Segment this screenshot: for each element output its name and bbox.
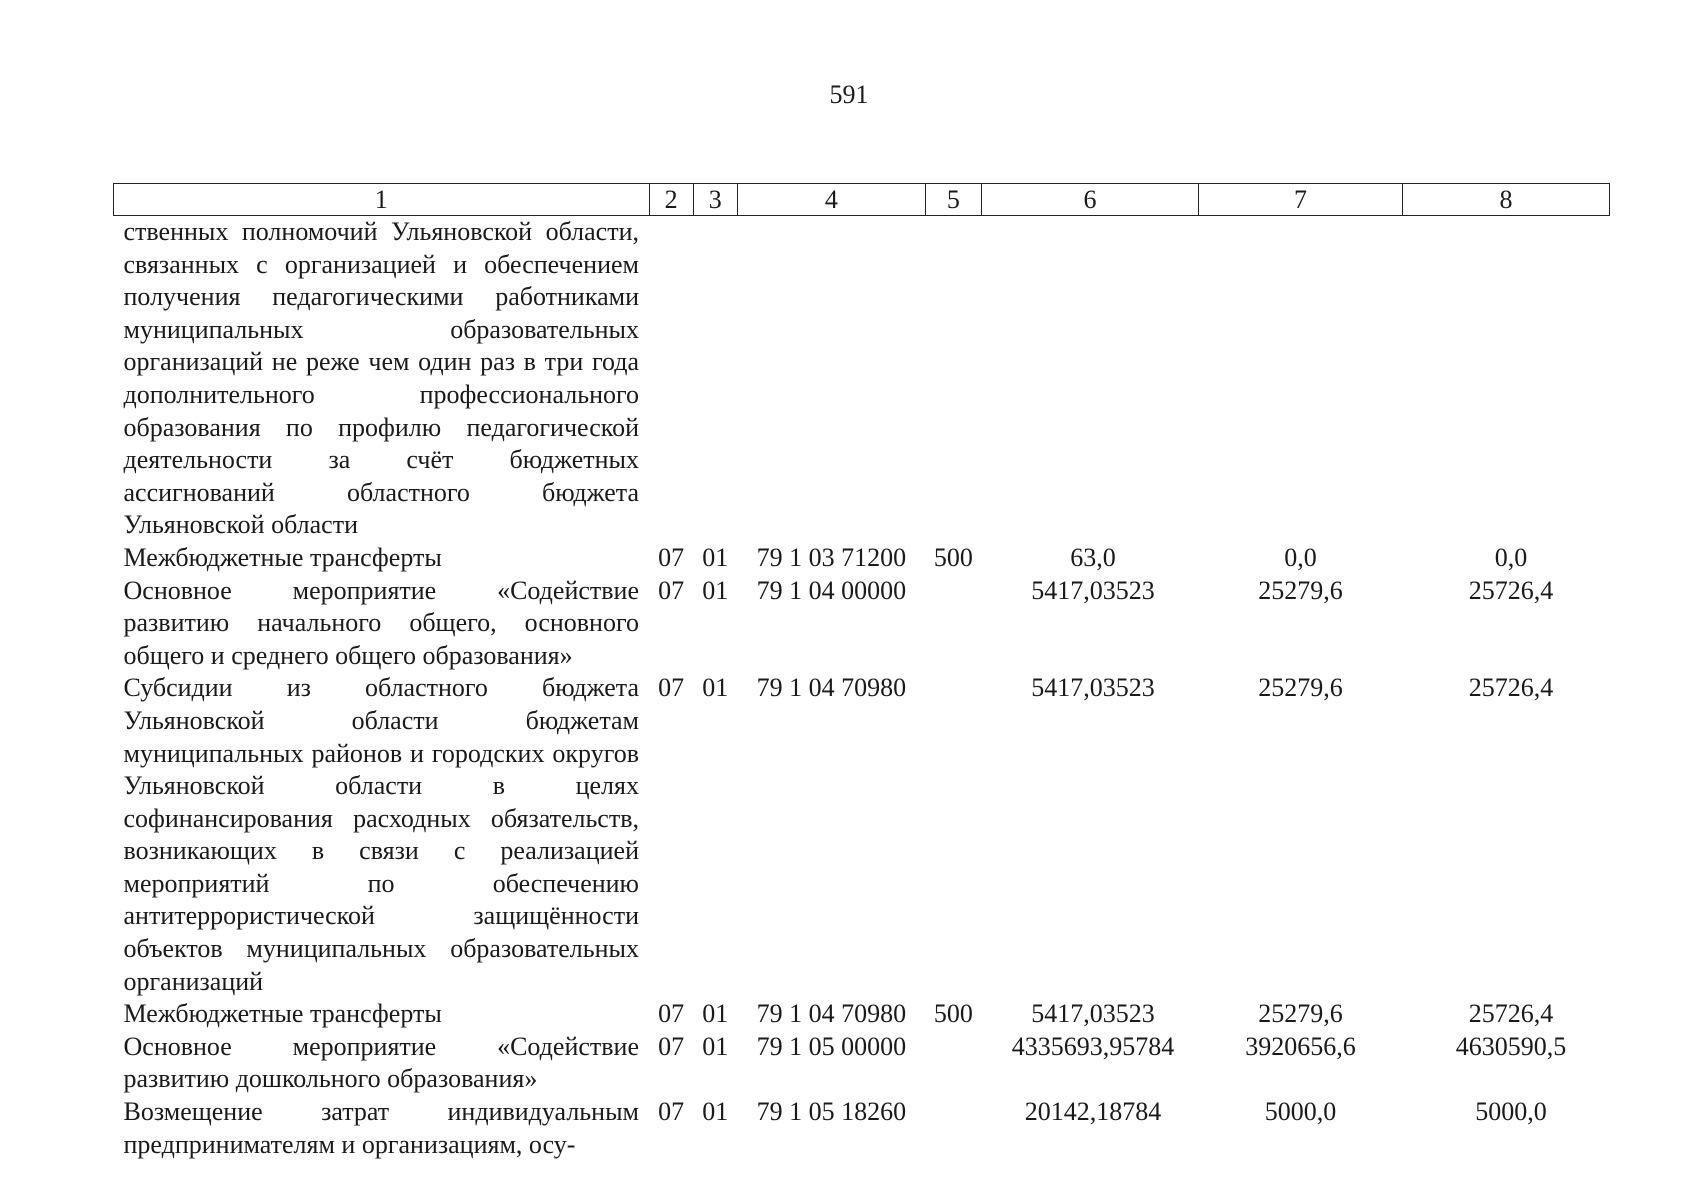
row-amount-8: 0,0 bbox=[1494, 542, 1528, 572]
row-amount-8: 25726,4 bbox=[1468, 673, 1554, 703]
column-header-6: 6 bbox=[982, 184, 1199, 216]
row-name: Возмещение затрат индивидуальным предпринимателям и организациям, осу- bbox=[123, 1097, 639, 1159]
row-target-article: 79 1 05 00000 bbox=[756, 1031, 907, 1061]
row-amount-7: 3920656,6 bbox=[1245, 1031, 1356, 1061]
row-target-article: 79 1 04 70980 bbox=[756, 999, 907, 1029]
row-subsection: 01 bbox=[702, 999, 729, 1029]
row-section: 07 bbox=[658, 1097, 685, 1127]
row-name: Межбюджетные трансферты bbox=[123, 542, 442, 572]
row-target-article: 79 1 05 18260 bbox=[756, 1097, 907, 1127]
row-target-article: 79 1 03 71200 bbox=[756, 542, 907, 572]
table-row bbox=[114, 1096, 1610, 1161]
row-section: 07 bbox=[658, 575, 685, 605]
row-amount-6: 20142,18784 bbox=[1024, 1097, 1162, 1127]
row-section: 07 bbox=[658, 673, 685, 703]
row-expense-type bbox=[925, 1096, 981, 1161]
row-subsection: 01 bbox=[702, 673, 729, 703]
row-section: 07 bbox=[658, 542, 685, 572]
row-amount-7: 25279,6 bbox=[1258, 999, 1343, 1029]
row-amount-6 bbox=[982, 216, 1199, 542]
column-header-8: 8 bbox=[1402, 184, 1609, 216]
row-amount-6: 5417,03523 bbox=[1031, 575, 1155, 605]
row-expense-type bbox=[925, 216, 981, 542]
row-target-article bbox=[737, 216, 925, 542]
row-amount-7: 25279,6 bbox=[1258, 673, 1343, 703]
table-row bbox=[114, 672, 1610, 998]
table-row bbox=[114, 998, 1610, 1031]
column-header-7: 7 bbox=[1199, 184, 1403, 216]
row-expense-type bbox=[925, 1031, 981, 1096]
table-row bbox=[114, 1031, 1610, 1096]
row-expense-type: 500 bbox=[933, 542, 973, 572]
row-section bbox=[649, 216, 693, 542]
row-section: 07 bbox=[658, 999, 685, 1029]
row-amount-7 bbox=[1199, 216, 1403, 542]
table-row bbox=[114, 216, 1610, 542]
row-amount-7: 5000,0 bbox=[1264, 1097, 1337, 1127]
row-target-article: 79 1 04 70980 bbox=[756, 673, 907, 703]
row-subsection: 01 bbox=[702, 575, 729, 605]
row-expense-type: 500 bbox=[933, 999, 973, 1029]
row-amount-6: 5417,03523 bbox=[1031, 673, 1155, 703]
row-amount-6: 63,0 bbox=[1070, 542, 1116, 572]
column-header-1: 1 bbox=[114, 184, 650, 216]
row-name: ственных полномочий Ульяновской области, связанных с организацией и обеспечением получения педагогическими работниками муниципальных образовательных организаций не реже чем один раз в три года дополнительного профессионального образования по профилю педагогической деятельности за счёт бюджетных ассигнований областного бюджета Ульяновской области bbox=[123, 217, 639, 540]
row-amount-7: 0,0 bbox=[1284, 542, 1317, 572]
column-header-2: 2 bbox=[649, 184, 693, 216]
row-name: Основное мероприятие «Содействие развитию начального общего, основного общего и среднего общего образования» bbox=[123, 575, 639, 670]
column-header-4: 4 bbox=[737, 184, 925, 216]
page-number: 591 bbox=[829, 80, 869, 109]
row-expense-type bbox=[925, 575, 981, 673]
row-amount-8: 25726,4 bbox=[1468, 999, 1554, 1029]
row-amount-8: 4630590,5 bbox=[1455, 1031, 1567, 1061]
row-amount-7: 25279,6 bbox=[1258, 575, 1343, 605]
row-target-article: 79 1 04 00000 bbox=[756, 575, 907, 605]
row-amount-8: 5000,0 bbox=[1475, 1097, 1547, 1127]
row-name: Межбюджетные трансферты bbox=[123, 999, 442, 1029]
table-header-row bbox=[114, 184, 1610, 216]
row-name: Основное мероприятие «Содействие развитию дошкольного образования» bbox=[123, 1031, 639, 1094]
row-amount-6: 5417,03523 bbox=[1031, 999, 1155, 1029]
table-row bbox=[114, 575, 1610, 673]
row-subsection: 01 bbox=[702, 1097, 729, 1127]
row-subsection bbox=[693, 216, 737, 542]
row-subsection: 01 bbox=[702, 542, 729, 572]
row-section: 07 bbox=[658, 1031, 685, 1061]
table-row bbox=[114, 542, 1610, 575]
row-subsection: 01 bbox=[702, 1031, 729, 1061]
row-amount-6: 4335693,95784 bbox=[1011, 1031, 1175, 1061]
column-header-3: 3 bbox=[693, 184, 737, 216]
row-amount-8: 25726,4 bbox=[1468, 575, 1554, 605]
column-header-5: 5 bbox=[925, 184, 981, 216]
row-amount-8 bbox=[1402, 216, 1609, 542]
budget-table bbox=[113, 183, 1610, 1161]
row-expense-type bbox=[925, 672, 981, 998]
row-name: Субсидии из областного бюджета Ульяновской области бюджетам муниципальных районов и городских округов Ульяновской области в целях софинансирования расходных обязательств, возникающих в связи с реализацией мероприятий по обеспечению антитеррористической защищённости объектов муниципальных образовательных организаций bbox=[123, 673, 639, 996]
